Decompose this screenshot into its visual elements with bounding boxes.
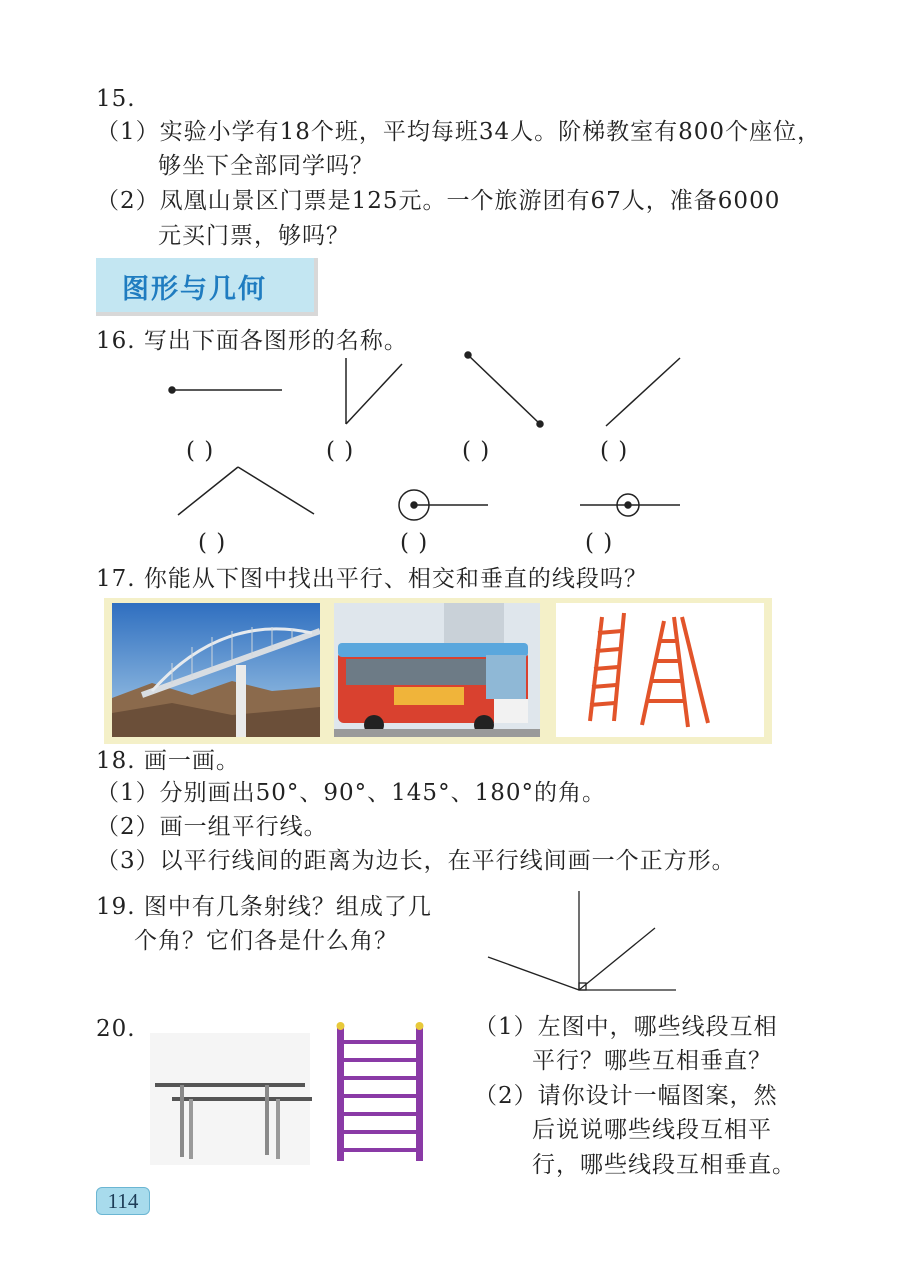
q19-line1: 19. 图中有几条射线？组成了几 (96, 894, 432, 920)
q18-part3: （3）以平行线间的距离为边长，在平行线间画一个正方形。 (96, 848, 736, 874)
q15-part2-line2: 元买门票，够吗？ (158, 223, 350, 249)
q15-part1-line1: （1）实验小学有18个班，平均每班34人。阶梯教室有800个座位， (96, 119, 822, 145)
q18-part1: （1）分别画出50°、90°、145°、180°的角。 (96, 780, 606, 806)
q20-part2-line2: 后说说哪些线段互相平 (532, 1117, 772, 1143)
q16-text: 16. 写出下面各图形的名称。 (96, 328, 408, 354)
q15-part2-line1: （2）凤凰山景区门票是125元。一个旅游团有67人，准备6000 (96, 188, 781, 214)
answer-blank-4[interactable]: ( ) (600, 438, 629, 464)
q17-text: 17. 你能从下图中找出平行、相交和垂直的线段吗？ (96, 566, 648, 592)
figure-ray (169, 387, 282, 393)
q20-part2-line1: （2）请你设计一幅图案，然 (474, 1083, 778, 1109)
answer-blank-5[interactable]: ( ) (198, 530, 227, 556)
q18-part2: （2）画一组平行线。 (96, 814, 328, 840)
figure-angle-2 (178, 467, 314, 515)
q15-part1-line2: 够坐下全部同学吗？ (158, 153, 374, 179)
parallel-bars-illustration (150, 1033, 312, 1165)
answer-blank-6[interactable]: ( ) (400, 530, 429, 556)
answer-blank-2[interactable]: ( ) (326, 438, 355, 464)
q15-number: 15. (96, 86, 136, 112)
q18-title: 18. 画一画。 (96, 748, 240, 774)
q20-part1-line1: （1）左图中，哪些线段互相 (474, 1014, 778, 1040)
answer-blank-1[interactable]: ( ) (186, 438, 215, 464)
page-number: 114 (96, 1187, 150, 1215)
answer-blank-7[interactable]: ( ) (585, 530, 614, 556)
q20-part1-line2: 平行？哪些互相垂直？ (532, 1048, 772, 1074)
figure-segment (465, 352, 543, 427)
climbing-frame-illustration (337, 1022, 424, 1161)
figure-line (606, 358, 680, 426)
answer-blank-3[interactable]: ( ) (462, 438, 491, 464)
ladder-photo (556, 603, 764, 737)
figure-circled-line (580, 494, 680, 516)
section-title: 图形与几何 (122, 274, 267, 305)
q20-number: 20. (96, 1016, 136, 1042)
q19-line2: 个角？它们各是什么角？ (134, 928, 398, 954)
q20-part2-line3: 行，哪些线段互相垂直。 (532, 1152, 796, 1178)
q19-rays-figure (488, 891, 676, 990)
figure-angle-1 (346, 358, 402, 424)
figure-circled-ray (399, 490, 488, 520)
bridge-photo (112, 603, 320, 737)
bus-photo (334, 603, 540, 737)
